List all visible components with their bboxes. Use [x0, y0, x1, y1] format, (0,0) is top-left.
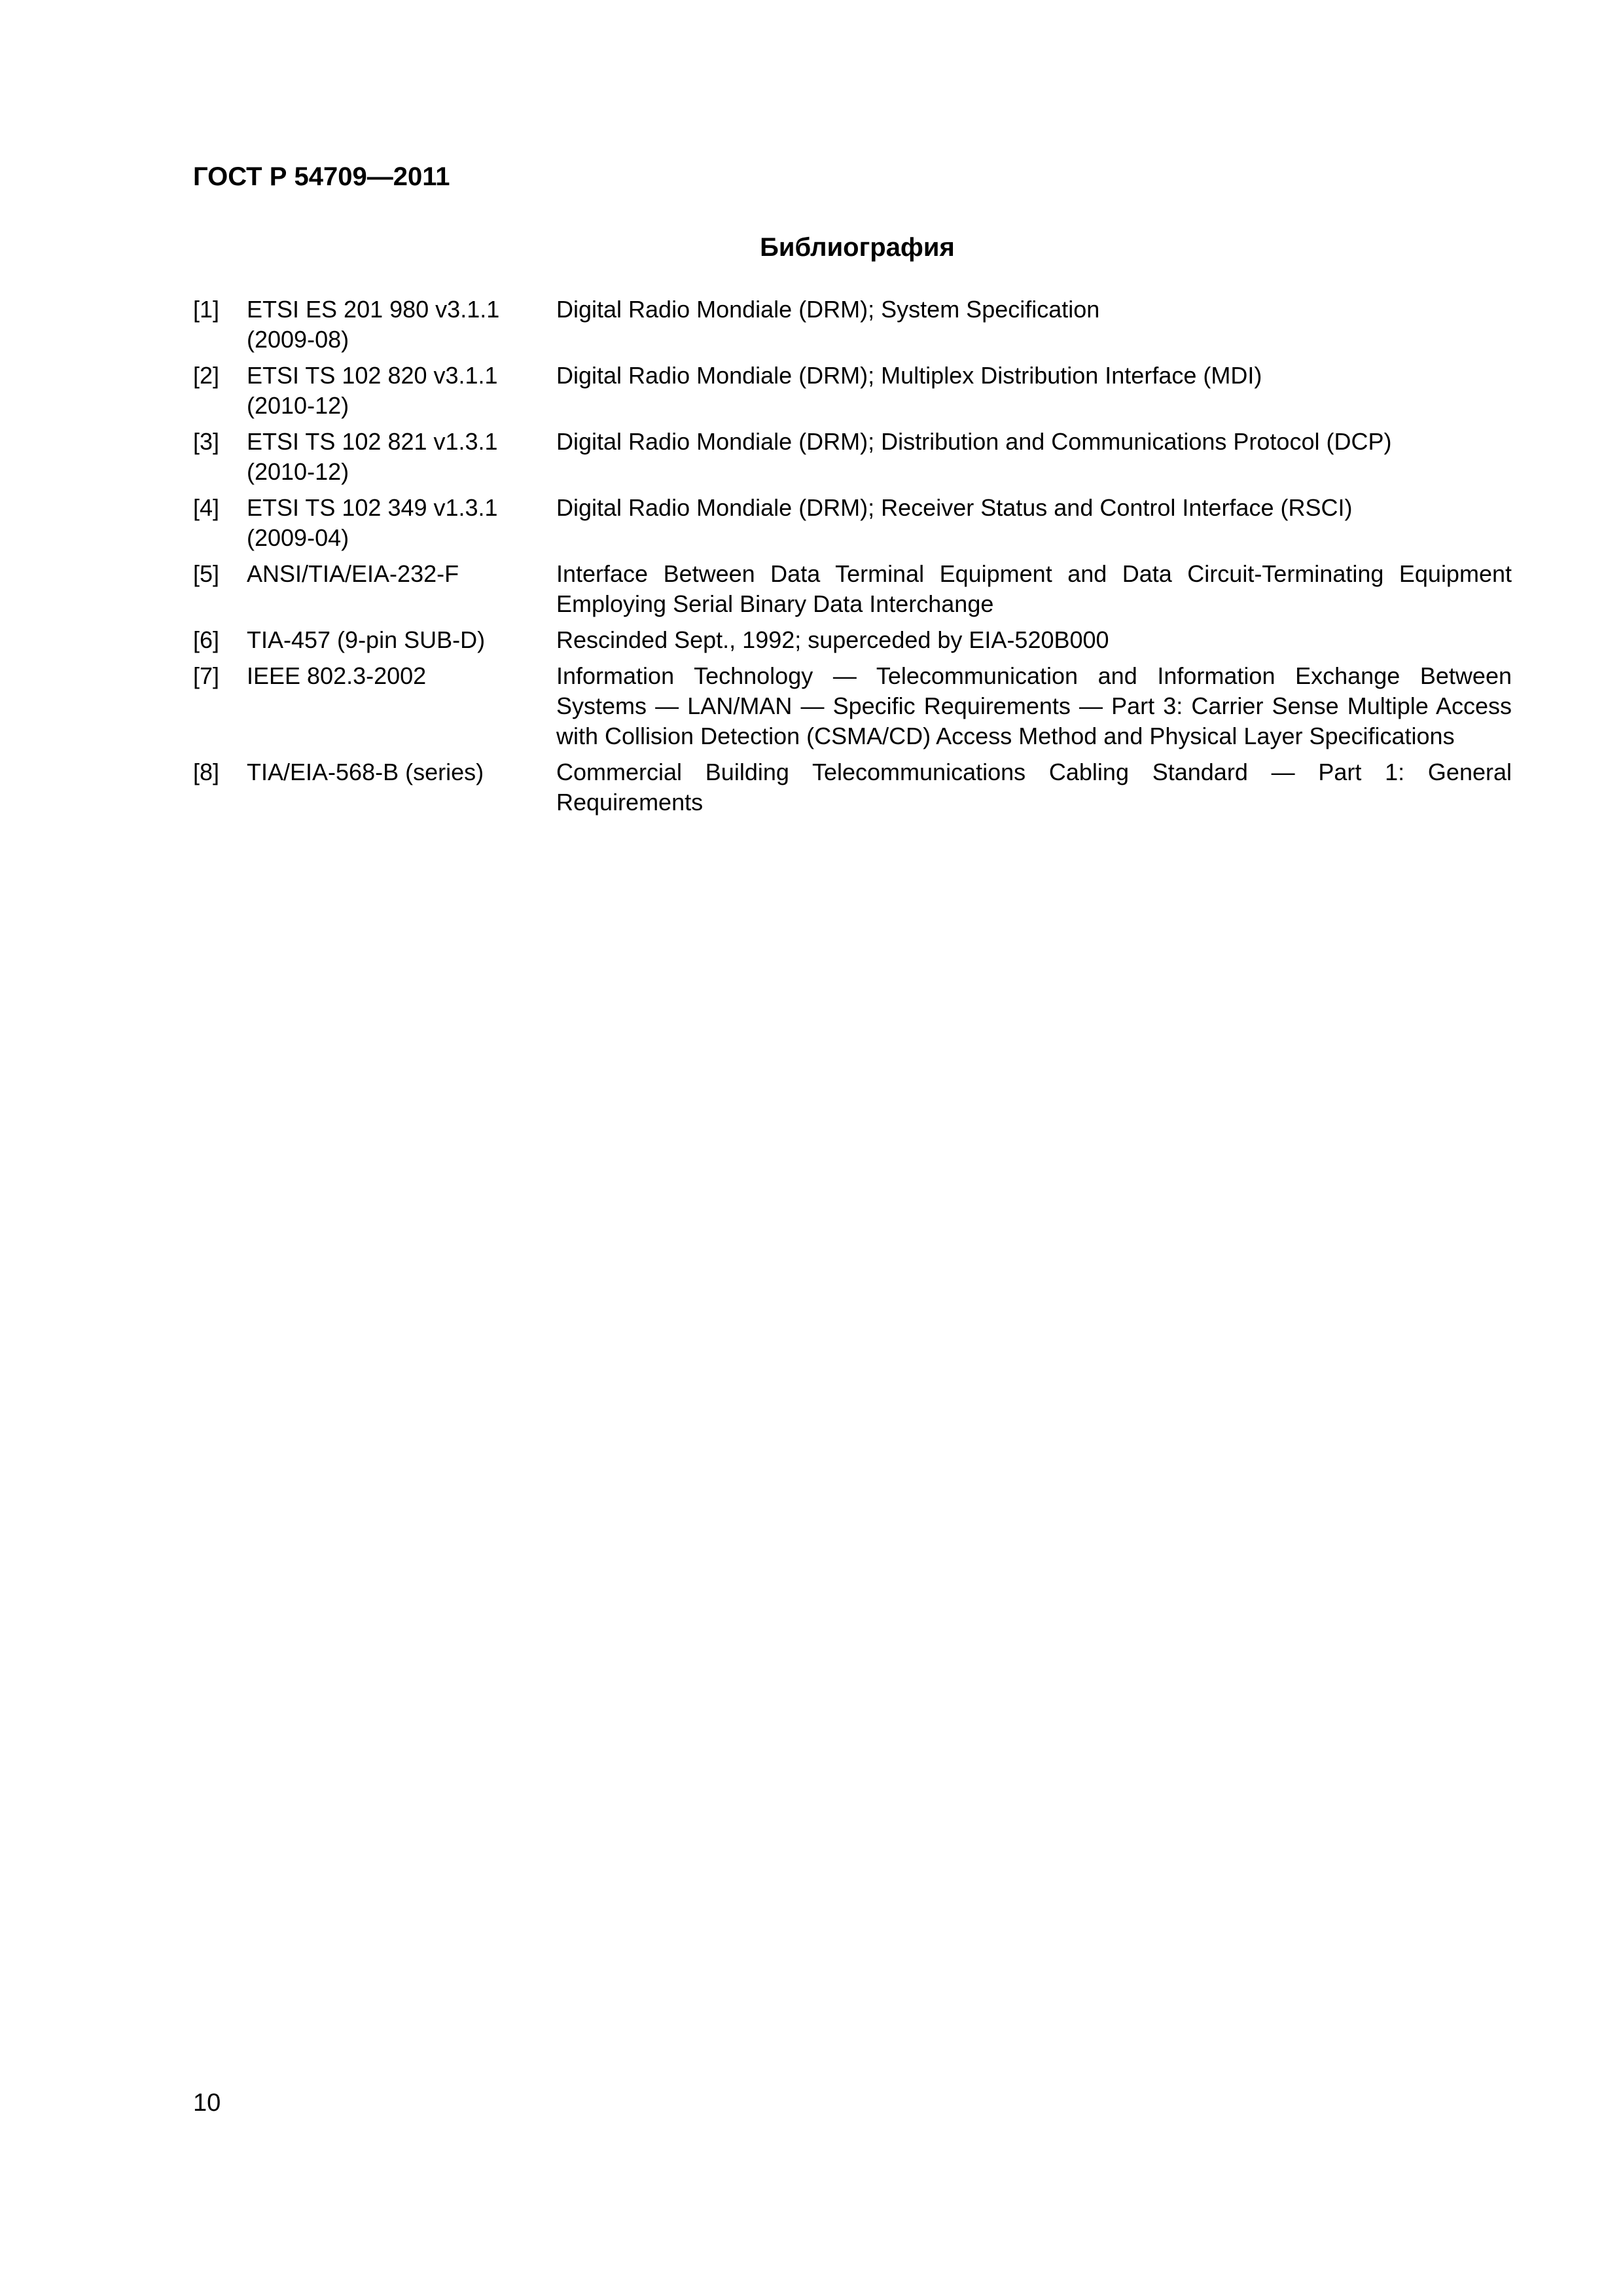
- bibliography-entry: [193, 757, 1512, 817]
- entry-title: Digital Radio Mondiale (DRM); Multiplex Distribution Interface (MDI): [556, 362, 1262, 389]
- bibliography-entry: [193, 661, 1512, 751]
- bibliography-entry: [193, 427, 1512, 487]
- entry-standard-id: ETSI TS 102 820 v3.1.1 (2010-12): [247, 362, 498, 419]
- bibliography-entry: [193, 295, 1512, 355]
- document-code: ГОСТ Р 54709—2011: [193, 162, 450, 191]
- entry-title: Digital Radio Mondiale (DRM); Distribution and Communications Protocol (DCP): [556, 428, 1392, 455]
- entry-standard-id: TIA-457 (9-pin SUB-D): [247, 626, 486, 653]
- entry-number: [8]: [193, 759, 220, 785]
- entry-title: Commercial Building Telecommunications Cabling Standard — Part 1: General Requirements: [556, 759, 1512, 816]
- bibliography-heading: Библиография: [760, 233, 955, 262]
- entry-number: [2]: [193, 362, 220, 389]
- entry-title: Rescinded Sept., 1992; superceded by EIA-520B000: [556, 626, 1109, 653]
- entry-standard-id: TIA/EIA-568-B (series): [247, 759, 484, 785]
- entry-number: [6]: [193, 626, 220, 653]
- bibliography-entry: [193, 493, 1512, 553]
- entry-title: Information Technology — Telecommunication and Information Exchange Between Systems — LAN/MAN — Specific Requirements — Part 3: Carrier Sense Multiple Access with Collision Detection (CSMA/CD) Access Method and Physical Layer Specifications: [556, 662, 1512, 749]
- entry-title: Digital Radio Mondiale (DRM); Receiver Status and Control Interface (RSCI): [556, 494, 1353, 521]
- entry-number: [5]: [193, 560, 220, 587]
- entry-standard-id: ETSI ES 201 980 v3.1.1 (2009-08): [247, 296, 500, 353]
- entry-title: Interface Between Data Terminal Equipment and Data Circuit-Terminating Equipment Employing Serial Binary Data Interchange: [556, 560, 1512, 617]
- entry-standard-id: ANSI/TIA/EIA-232-F: [247, 560, 459, 587]
- entry-title: Digital Radio Mondiale (DRM); System Specification: [556, 296, 1100, 323]
- bibliography-entry: [193, 559, 1512, 619]
- page-number: 10: [193, 2089, 221, 2117]
- entry-standard-id: ETSI TS 102 821 v1.3.1 (2010-12): [247, 428, 498, 485]
- entry-number: [3]: [193, 428, 220, 455]
- entry-number: [4]: [193, 494, 220, 521]
- entry-standard-id: ETSI TS 102 349 v1.3.1 (2009-04): [247, 494, 498, 551]
- bibliography-entry: [193, 361, 1512, 421]
- bibliography-entry: [193, 625, 1512, 655]
- entry-number: [7]: [193, 662, 220, 689]
- bibliography-list: [193, 295, 1512, 823]
- entry-standard-id: IEEE 802.3-2002: [247, 662, 427, 689]
- entry-number: [1]: [193, 296, 220, 323]
